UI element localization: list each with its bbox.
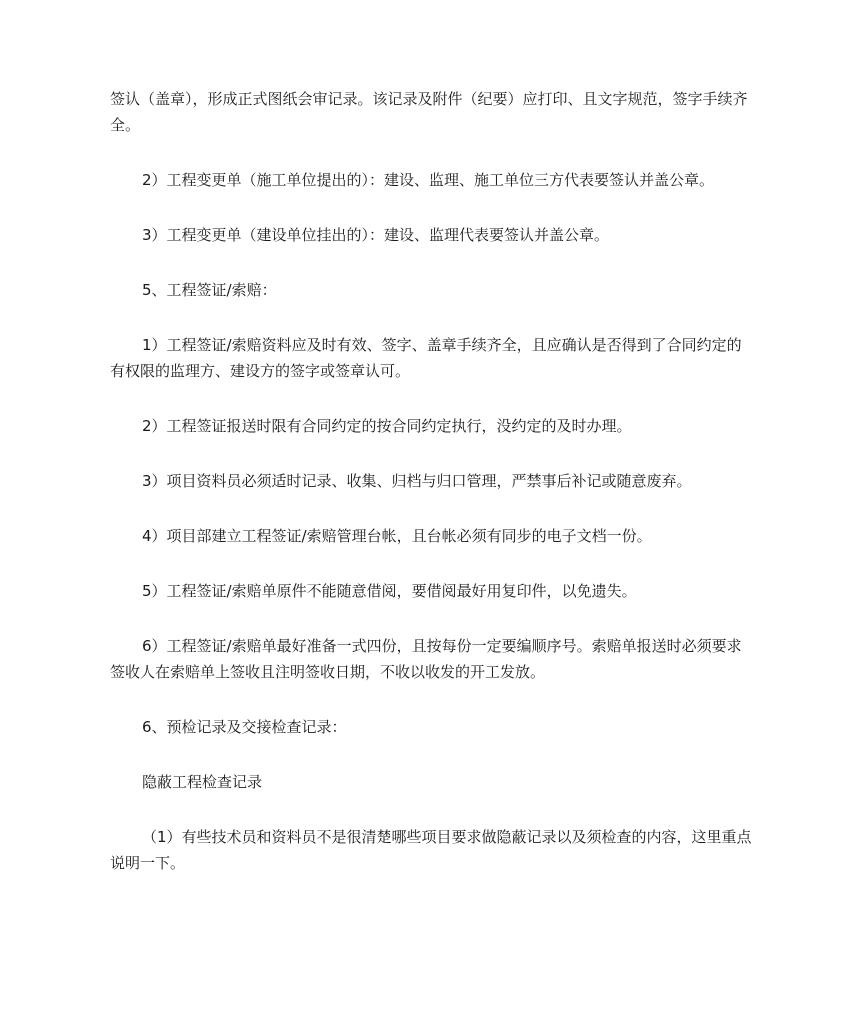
paragraph-9: 5）工程签证/索赔单原件不能随意借阅，要借阅最好用复印件，以免遗失。 bbox=[142, 582, 637, 600]
section-heading-5: 5、工程签证/索赔： bbox=[142, 281, 277, 299]
section-heading-6: 6、预检记录及交接检查记录： bbox=[142, 718, 347, 736]
paragraph-13: （1）有些技术员和资料员不是很清楚哪些项目要求做隐蔽记录以及须检查的内容，这里重点说明一下。 bbox=[110, 828, 752, 872]
paragraph-7: 3）项目资料员必须适时记录、收集、归档与归口管理，严禁事后补记或随意废弃。 bbox=[142, 472, 692, 490]
paragraph-2: 2）工程变更单（施工单位提出的）：建设、监理、施工单位三方代表要签认并盖公章。 bbox=[142, 171, 715, 189]
paragraph-1: 签认（盖章），形成正式图纸会审记录。该记录及附件（纪要）应打印、且文字规范，签字手续齐全。 bbox=[110, 90, 748, 134]
paragraph-5: 1）工程签证/索赔资料应及时有效、签字、盖章手续齐全，且应确认是否得到了合同约定的有权限的监理方、建设方的签字或签章认可。 bbox=[110, 336, 742, 380]
document-body bbox=[110, 86, 756, 876]
paragraph-6: 2）工程签证报送时限有合同约定的按合同约定执行，没约定的及时办理。 bbox=[142, 417, 632, 435]
subsection-heading: 隐蔽工程检查记录 bbox=[142, 773, 263, 791]
paragraph-3: 3）工程变更单（建设单位挂出的）：建设、监理代表要签认并盖公章。 bbox=[142, 226, 610, 244]
paragraph-8: 4）项目部建立工程签证/索赔管理台帐，且台帐必须有同步的电子文档一份。 bbox=[142, 527, 652, 545]
paragraph-10: 6）工程签证/索赔单最好准备一式四份，且按每份一定要编顺序号。索赔单报送时必须要求签收人在索赔单上签收且注明签收日期，不收以收发的开工发放。 bbox=[110, 637, 742, 681]
